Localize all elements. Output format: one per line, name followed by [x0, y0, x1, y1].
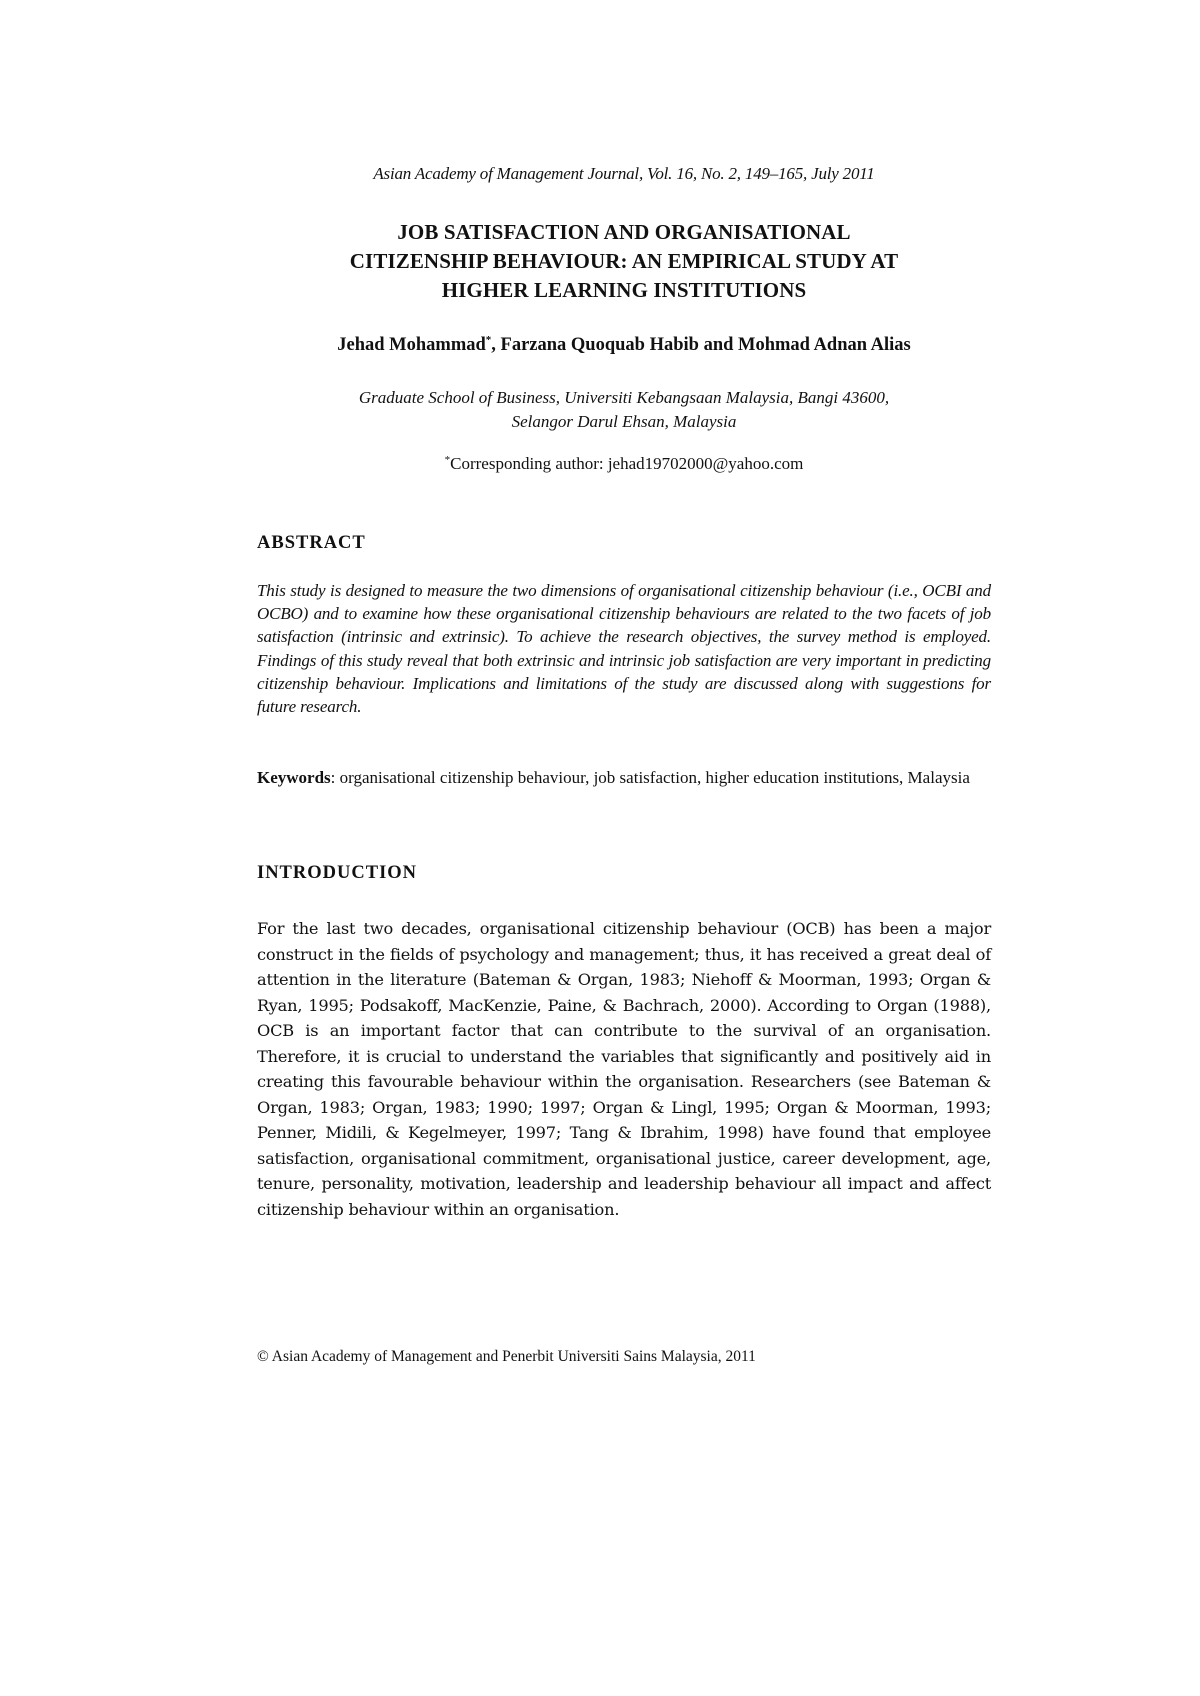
corresponding-author-mark: * [444, 454, 451, 466]
abstract-body: This study is designed to measure the two dimensions of organisational citizenship behaviour (i.e., OCBI and OCBO) and to examine how these organisational citizenship behaviours are related to the two facets of job satisfaction (intrinsic and extrinsic). To achieve the research objectives, the survey method is employed. Findings of this study reveal that both extrinsic and intrinsic job satisfaction are very important in predicting citizenship behaviour. Implications and limitations of the study are discussed along with suggestions for future research. [257, 581, 991, 717]
other-authors: , Farzana Quoquab Habib and Mohmad Adnan Alias [491, 335, 911, 355]
corresponding-mark: * [485, 334, 492, 346]
author-list [257, 335, 991, 356]
introduction-heading: INTRODUCTION [257, 863, 418, 883]
title-line-2: CITIZENSHIP BEHAVIOUR: AN EMPIRICAL STUDY AT [349, 249, 899, 273]
journal-citation: Asian Academy of Management Journal, Vol. 16, No. 2, 149–165, July 2011 [373, 164, 875, 183]
copyright-notice: © Asian Academy of Management and Penerbit Universiti Sains Malaysia, 2011 [257, 1348, 756, 1365]
keywords [257, 766, 991, 789]
affiliation-line-1: Graduate School of Business, Universiti Kebangsaan Malaysia, Bangi 43600, [358, 388, 890, 407]
introduction-body: For the last two decades, organisational citizenship behaviour (OCB) has been a major construct in the fields of psychology and management; thus, it has received a great deal of attention in the literature (Bateman & Organ, 1983; Niehoff & Moorman, 1993; Organ & Ryan, 1995; Podsakoff, MacKenzie, Paine, & Bachrach, 2000). According to Organ (1988), OCB is an important factor that can contribute to the survival of an organisation. Therefore, it is crucial to understand the variables that significantly and positively aid in creating this favourable behaviour within the organisation. Researchers (see Bateman & Organ, 1983; Organ, 1983; 1990; 1997; Organ & Lingl, 1995; Organ & Moorman, 1993; Penner, Midili, & Kegelmeyer, 1997; Tang & Ibrahim, 1998) have found that employee satisfaction, organisational commitment, organisational justice, career development, age, tenure, personality, motivation, leadership and leadership behaviour all impact and affect citizenship behaviour within an organisation. [257, 919, 991, 1219]
affiliation [257, 386, 991, 434]
affiliation-line-2: Selangor Darul Ehsan, Malaysia [511, 412, 737, 431]
corresponding-author [257, 454, 991, 474]
first-author: Jehad Mohammad [337, 335, 486, 355]
paper-title [257, 218, 991, 305]
title-line-3: HIGHER LEARNING INSTITUTIONS [441, 278, 807, 302]
title-line-1: JOB SATISFACTION AND ORGANISATIONAL [397, 220, 851, 244]
keywords-label: Keywords [257, 768, 331, 787]
keywords-text: : organisational citizenship behaviour, job satisfaction, higher education institutions, Malaysia [330, 768, 970, 787]
corresponding-author-text: Corresponding author: jehad19702000@yahoo.com [450, 454, 804, 473]
abstract-heading: ABSTRACT [257, 533, 366, 553]
